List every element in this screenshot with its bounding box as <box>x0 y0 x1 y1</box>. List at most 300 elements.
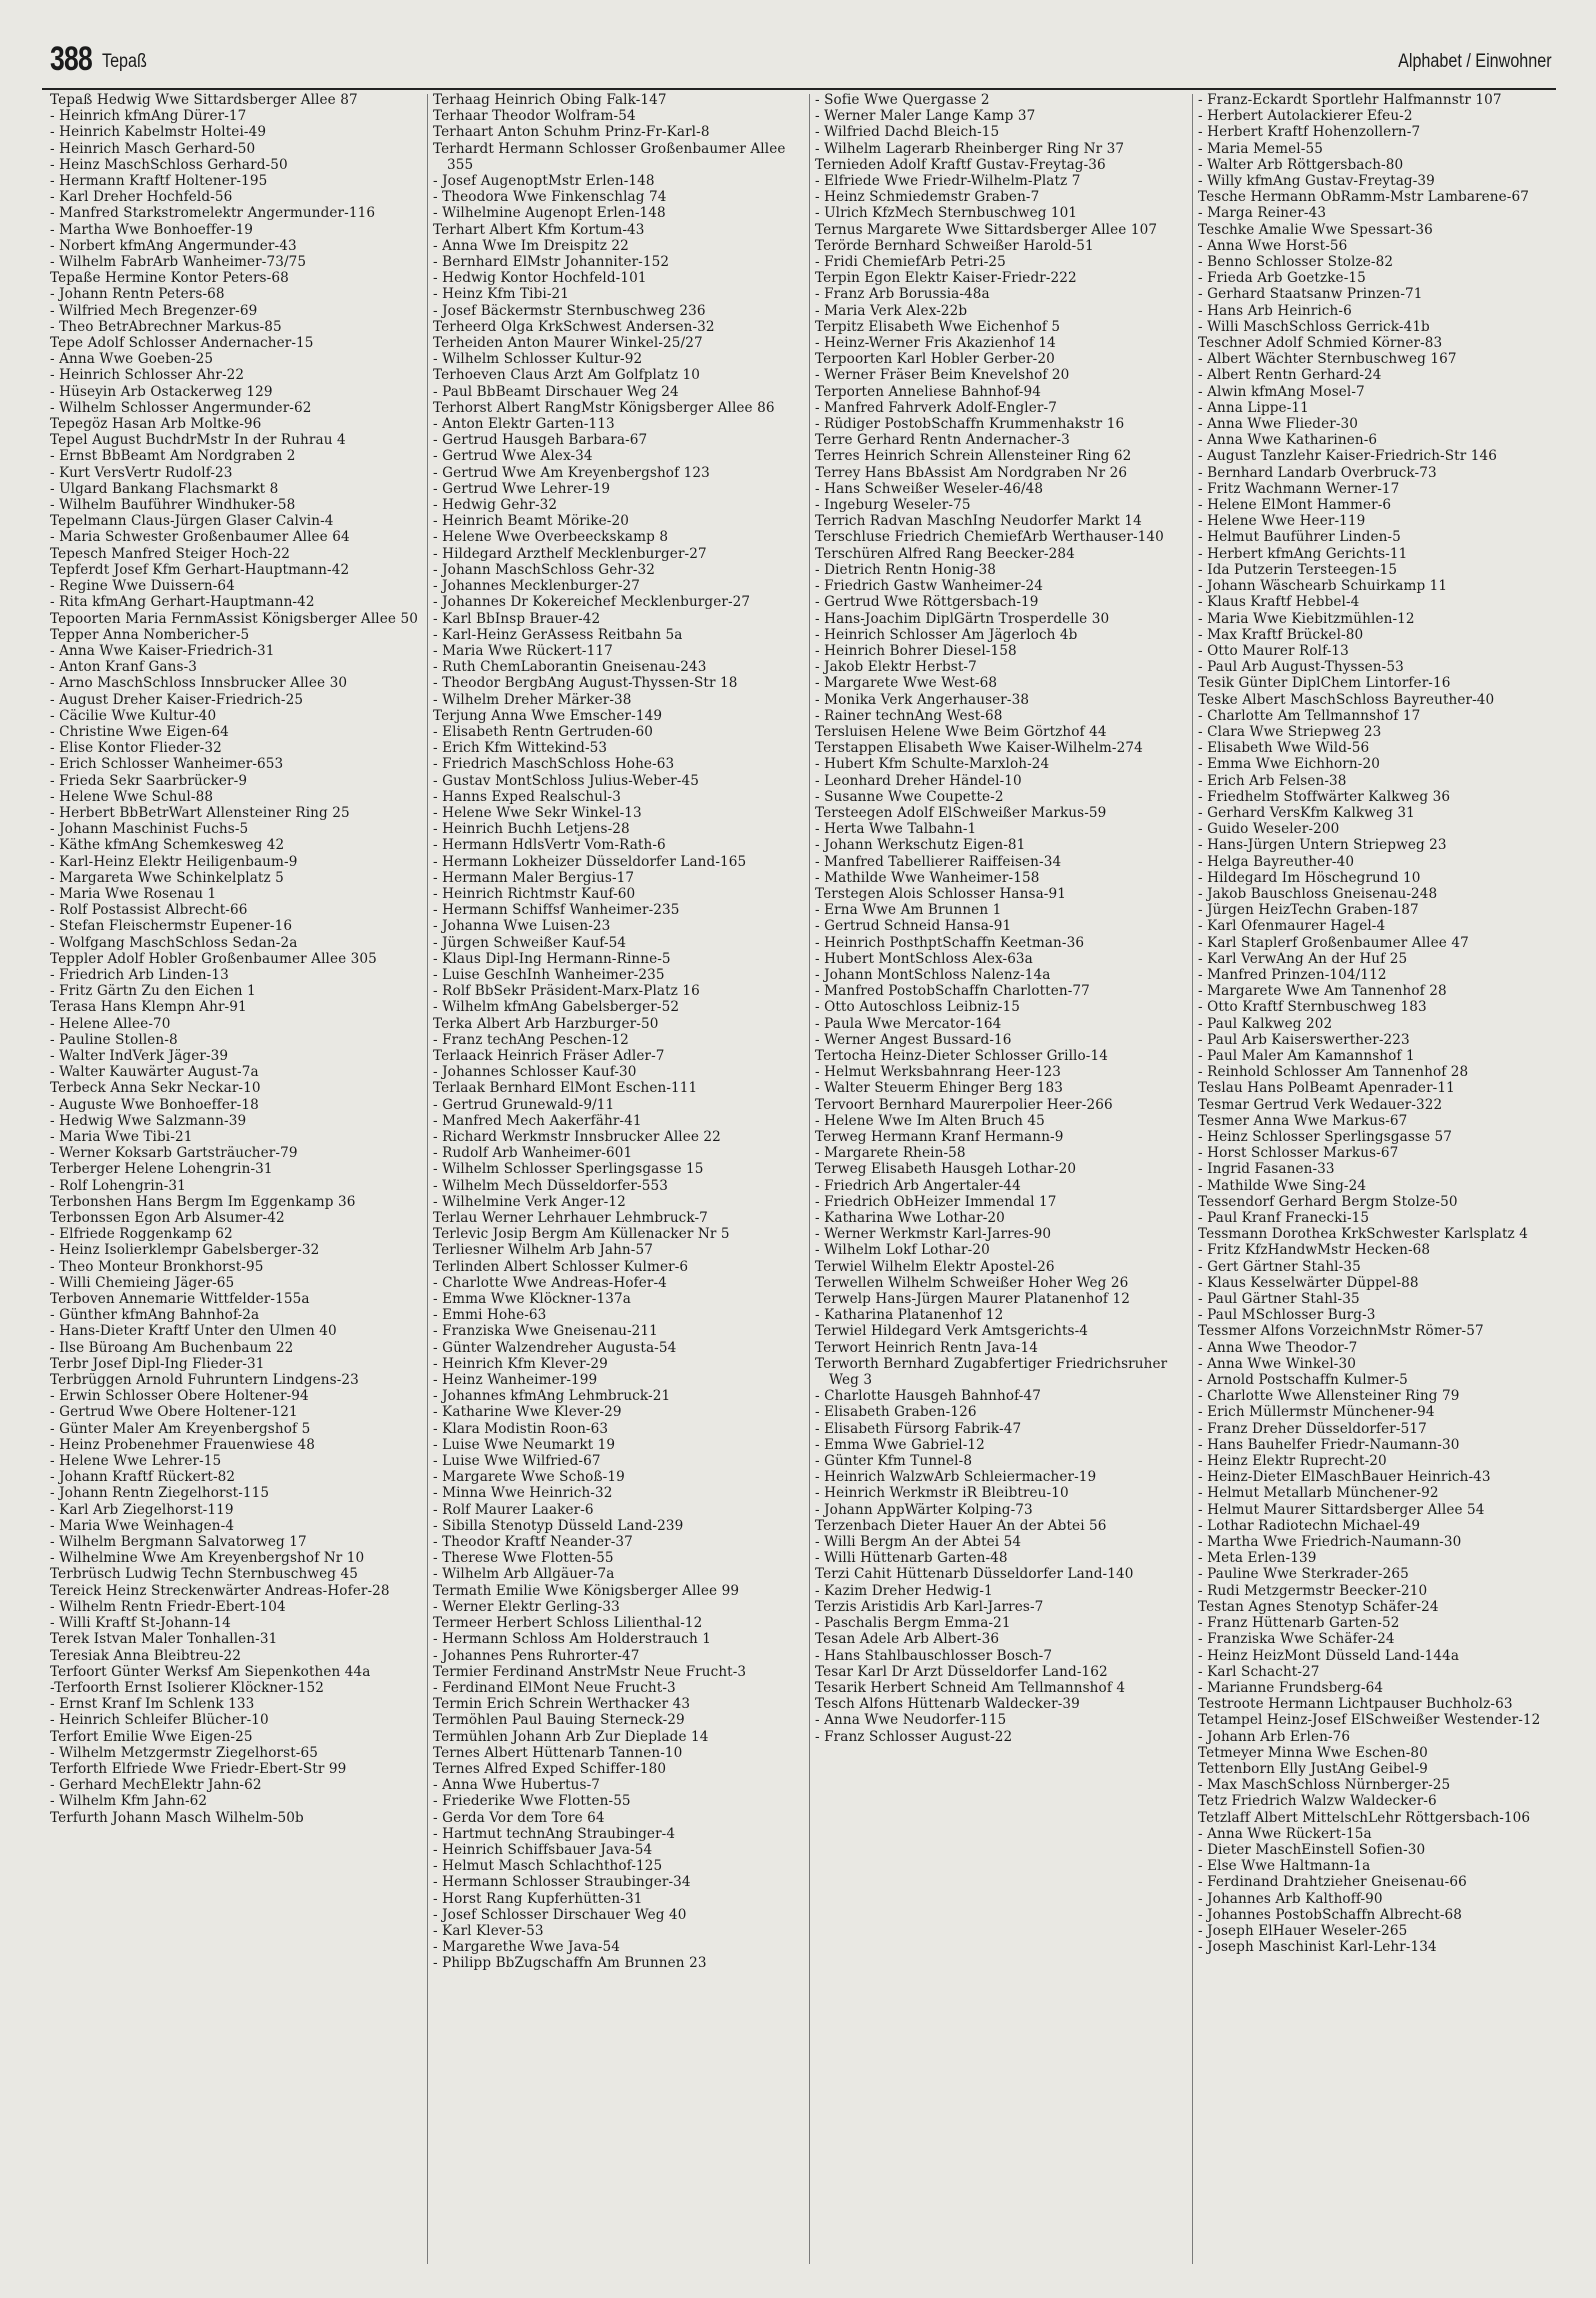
directory-entry: - Hermann Lokheizer Düsseldorfer Land-165 <box>433 853 747 870</box>
directory-entry: - Franz Schlosser August-22 <box>815 1728 1013 1745</box>
directory-entry: Terforth Elfriede Wwe Friedr-Ebert-Str 99 <box>50 1760 347 1777</box>
directory-entry: - Frieda Arb Goetzke-15 <box>1198 270 1366 287</box>
directory-entry: - Sibilla Stenotyp Düsseld Land-239 <box>433 1517 684 1534</box>
directory-entry: - Herbert kfmAng Gerichts-11 <box>1198 545 1408 562</box>
directory-entry: - Rita kfmAng Gerhart-Hauptmann-42 <box>50 594 315 611</box>
directory-entry: - August Tanzlehr Kaiser-Friedrich-Str 146 <box>1198 448 1497 465</box>
directory-entry: - Johannes PostobSchaffn Albrecht-68 <box>1198 1906 1463 1923</box>
directory-entry: Terschüren Alfred Rang Beecker-284 <box>815 545 1075 562</box>
directory-entry: - Maria Wwe Tibi-21 <box>50 1129 193 1145</box>
directory-entry: Teschke Amalie Wwe Spessart-36 <box>1198 221 1433 238</box>
directory-entry: Terstegen Alois Schlosser Hansa-91 <box>815 885 1066 902</box>
directory-entry: Ternes Albert Hüttenarb Tannen-10 <box>433 1744 683 1761</box>
directory-entry: - Günter Maler Am Kreyenbergshof 5 <box>50 1420 311 1437</box>
directory-entry: Terpitz Elisabeth Wwe Eichenhof 5 <box>815 318 1061 335</box>
directory-entry: - Gustav MontSchloss Julius-Weber-45 <box>433 772 700 789</box>
directory-entry: - Max MaschSchloss Nürnberger-25 <box>1198 1777 1451 1794</box>
directory-entry: - Manfred Starkstromelektr Angermunder-116 <box>50 205 376 222</box>
directory-entry: - Christine Wwe Eigen-64 <box>50 723 229 740</box>
directory-entry: - Willi Hüttenarb Garten-48 <box>815 1550 1008 1567</box>
directory-entry: - Martha Wwe Bonhoeffer-19 <box>50 221 254 238</box>
directory-entry: - Wilhelm Metzgermstr Ziegelhorst-65 <box>50 1744 318 1761</box>
directory-entry: - Albert Rentn Gerhard-24 <box>1198 367 1382 384</box>
directory-entry: Terhaar Theodor Wolfram-54 <box>433 108 636 125</box>
directory-entry: - Heinrich PosthptSchaffn Keetman-36 <box>815 934 1085 951</box>
directory-entry: Tesarik Herbert Schneid Am Tellmannshof 4 <box>815 1679 1126 1696</box>
directory-entry: - Hüseyin Arb Ostackerweg 129 <box>50 383 273 400</box>
directory-entry: - Anna Wwe Flieder-30 <box>1198 416 1359 433</box>
directory-entry: - Martha Wwe Friedrich-Naumann-30 <box>1198 1534 1462 1551</box>
directory-entry: - Anna Wwe Neudorfer-115 <box>815 1712 1007 1729</box>
directory-entry: - Friedrich ObHeizer Immendal 17 <box>815 1193 1057 1210</box>
directory-entry: - Wilhelm Lagerarb Rheinberger Ring Nr 37 <box>815 140 1125 157</box>
directory-entry: - Werner Maler Lange Kamp 37 <box>815 108 1036 125</box>
directory-entry: Tersluisen Helene Wwe Beim Görtzhof 44 <box>815 723 1107 740</box>
directory-entry: - Helmut Werksbahnrang Heer-123 <box>815 1064 1061 1081</box>
directory-entry: - Heinz Probenehmer Frauenwiese 48 <box>50 1436 315 1453</box>
directory-entry: - Anna Wwe Winkel-30 <box>1198 1355 1356 1372</box>
directory-entry: - Friedrich Arb Linden-13 <box>50 966 229 983</box>
directory-entry: Tepegöz Hasan Arb Moltke-96 <box>50 416 262 433</box>
directory-entry: - Rudolf Arb Wanheimer-601 <box>433 1145 633 1162</box>
directory-entry: - Frieda Sekr Saarbrücker-9 <box>50 772 248 789</box>
directory-entry: Terbrüsch Ludwig Techn Sternbuschweg 45 <box>50 1566 358 1583</box>
directory-entry: - Franz Hüttenarb Garten-52 <box>1198 1615 1400 1632</box>
directory-entry: Tessendorf Gerhard Bergm Stolze-50 <box>1198 1193 1458 1210</box>
directory-entry: - Maria Schwester Großenbaumer Allee 64 <box>50 529 350 546</box>
directory-entry: - Wilfried Mech Bregenzer-69 <box>50 302 258 319</box>
directory-entry: Terliesner Wilhelm Arb Jahn-57 <box>433 1242 653 1259</box>
directory-entry: - Norbert kfmAng Angermunder-43 <box>50 237 297 254</box>
directory-entry: - Johanna Wwe Luisen-23 <box>433 918 611 935</box>
directory-entry: Terhorst Albert RangMstr Königsberger Allee 86 <box>433 399 775 416</box>
column-2 <box>433 92 803 2272</box>
directory-entry: Terlau Werner Lehrhauer Lehmbruck-7 <box>433 1210 708 1227</box>
directory-entry: - Wilhelmine Augenopt Erlen-148 <box>433 205 666 222</box>
directory-entry: Termühlen Johann Arb Zur Dieplade 14 <box>433 1728 709 1745</box>
directory-entry: - Paul Kalkweg 202 <box>1198 1015 1333 1032</box>
directory-entry: - Arnold Postschaffn Kulmer-5 <box>1198 1372 1408 1389</box>
directory-entry: - Katharina Platanenhof 12 <box>815 1307 1004 1324</box>
directory-entry: - Johannes kfmAng Lehmbruck-21 <box>433 1388 671 1405</box>
directory-entry: - Heinrich Schleifer Blücher-10 <box>50 1712 269 1729</box>
directory-entry: - Gertrud Wwe Lehrer-19 <box>433 480 611 497</box>
directory-entry: - Elisabeth Wwe Wild-56 <box>1198 740 1370 757</box>
directory-entry: - Karl-Heinz Elektr Heiligenbaum-9 <box>50 853 298 870</box>
directory-entry: Tesmer Anna Wwe Markus-67 <box>1198 1112 1408 1129</box>
directory-entry: - Helga Bayreuther-40 <box>1198 853 1355 870</box>
directory-entry: Terjung Anna Wwe Emscher-149 <box>433 707 663 724</box>
directory-entry: - Hermann Maler Bergius-17 <box>433 869 635 886</box>
directory-entry: - Heinz MaschSchloss Gerhard-50 <box>50 156 288 173</box>
directory-entry: - Franziska Wwe Gneisenau-211 <box>433 1323 658 1340</box>
directory-entry: - Anna Lippe-11 <box>1198 399 1309 416</box>
directory-entry: - Heinrich Kfm Klever-29 <box>433 1355 608 1372</box>
directory-entry: - Otto Kraftf Sternbuschweg 183 <box>1198 999 1427 1016</box>
directory-entry: Terörde Bernhard Schweißer Harold-51 <box>815 237 1094 254</box>
directory-entry: - Emma Wwe Eichhorn-20 <box>1198 756 1380 773</box>
directory-entry: - Johannes Dr Kokereichef Mecklenburger-27 <box>433 594 751 611</box>
directory-entry: - Werner Fräser Beim Knevelshof 20 <box>815 367 1070 384</box>
directory-entry: - Charlotte Wwe Allensteiner Ring 79 <box>1198 1388 1460 1405</box>
directory-entry: - Heinrich WalzwArb Schleiermacher-19 <box>815 1469 1097 1486</box>
directory-entry: - Luise Wwe Neumarkt 19 <box>433 1436 616 1453</box>
directory-entry: - Günther kfmAng Bahnhof-2a <box>50 1307 260 1324</box>
directory-entry: - Rudi Metzgermstr Beecker-210 <box>1198 1582 1428 1599</box>
directory-entry: - Anna Wwe Theodor-7 <box>1198 1339 1358 1356</box>
directory-entry: - Friedrich Arb Angertaler-44 <box>815 1177 1021 1194</box>
directory-entry: - Minna Wwe Heinrich-32 <box>433 1485 613 1502</box>
directory-entry: - Gerhard Staatsanw Prinzen-71 <box>1198 286 1423 303</box>
directory-entry: - Wilhelmine Verk Anger-12 <box>433 1193 626 1210</box>
directory-entry: - Ingrid Fasanen-33 <box>1198 1161 1335 1178</box>
directory-entry: - Gertrud Wwe Am Kreyenbergshof 123 <box>433 464 710 481</box>
directory-entry: - Albert Wächter Sternbuschweg 167 <box>1198 351 1457 368</box>
directory-entry: Tettenborn Elly JustAng Geibel-9 <box>1198 1760 1428 1777</box>
directory-entry: Termöhlen Paul Bauing Sterneck-29 <box>433 1712 685 1729</box>
directory-entry: - Guido Weseler-200 <box>1198 821 1340 838</box>
directory-entry: - Hedwig Gehr-32 <box>433 497 558 514</box>
directory-entry: - Hermann Schloss Am Holderstrauch 1 <box>433 1631 712 1648</box>
directory-entry: Terres Heinrich Schrein Allensteiner Ring 62 <box>815 448 1132 465</box>
directory-entry: - Heinz Isolierklempr Gabelsberger-32 <box>50 1242 320 1259</box>
directory-entry: - Hermann Kraftf Holtener-195 <box>50 173 268 190</box>
column-rule <box>427 94 428 2264</box>
directory-entry: - Werner Werkmstr Karl-Jarres-90 <box>815 1226 1052 1243</box>
directory-entry: - Manfred Tabellierer Raiffeisen-34 <box>815 853 1062 870</box>
directory-entry: - Karl Staplerf Großenbaumer Allee 47 <box>1198 934 1469 951</box>
directory-entry: Terboven Annemarie Wittfelder-155a <box>50 1291 310 1308</box>
directory-entry: - Helene Wwe Im Alten Bruch 45 <box>815 1112 1045 1129</box>
directory-entry: - Werner Angest Bussard-16 <box>815 1031 1012 1048</box>
directory-entry: - Margarethe Wwe Java-54 <box>433 1939 620 1956</box>
directory-entry: - Heinrich Schiffsbauer Java-54 <box>433 1841 653 1858</box>
directory-entry: - Cäcilie Wwe Kultur-40 <box>50 707 217 724</box>
directory-entry: - Karl Klever-53 <box>433 1922 544 1939</box>
directory-entry: Tessmer Alfons VorzeichnMstr Römer-57 <box>1198 1323 1484 1340</box>
directory-entry: - Herbert BbBetrWart Allensteiner Ring 25 <box>50 804 350 821</box>
directory-entry: - Johannes Mecklenburger-27 <box>433 578 641 595</box>
directory-entry: - Erwin Schlosser Obere Holtener-94 <box>50 1388 309 1405</box>
directory-entry: - Theo BetrAbrechner Markus-85 <box>50 318 282 335</box>
directory-entry: - Erna Wwe Am Brunnen 1 <box>815 902 1002 919</box>
directory-entry: - Luise GeschInh Wanheimer-235 <box>433 966 665 983</box>
directory-entry: - Otto Maurer Rolf-13 <box>1198 642 1349 659</box>
directory-entry: Terbrüggen Arnold Fuhruntern Lindgens-23 <box>50 1372 359 1389</box>
directory-entry: - Willi MaschSchloss Gerrick-41b <box>1198 318 1430 335</box>
directory-entry: - Marianne Frundsberg-64 <box>1198 1679 1384 1696</box>
running-head-right: Alphabet / Einwohner <box>1398 51 1552 72</box>
directory-entry: - Kazim Dreher Hedwig-1 <box>815 1582 993 1599</box>
directory-entry: Terwort Heinrich Rentn Java-14 <box>815 1339 1038 1356</box>
directory-entry: Terasa Hans Klempn Ahr-91 <box>50 999 247 1016</box>
directory-entry: - Jürgen Schweißer Kauf-54 <box>433 934 627 951</box>
directory-entry: Terschluse Friedrich ChemiefArb Werthauser-140 <box>815 529 1164 546</box>
directory-entry: - Karl Schacht-27 <box>1198 1663 1320 1680</box>
directory-entry: - Bernhard Landarb Overbruck-73 <box>1198 464 1437 481</box>
column-3 <box>815 92 1185 2272</box>
directory-entry: - Erich Arb Felsen-38 <box>1198 772 1347 789</box>
directory-entry: Terwellen Wilhelm Schweißer Hoher Weg 26 <box>815 1274 1129 1291</box>
directory-entry: - Heinz Schmiedemstr Graben-7 <box>815 189 1040 206</box>
directory-entry: - Katharina Wwe Lothar-20 <box>815 1210 1005 1227</box>
directory-entry: Tepelmann Claus-Jürgen Glaser Calvin-4 <box>50 513 334 530</box>
directory-entry: - Maria Wwe Rosenau 1 <box>50 885 217 902</box>
directory-entry: Tetmeyer Minna Wwe Eschen-80 <box>1198 1744 1428 1761</box>
directory-entry: Tetz Friedrich Walzw Waldecker-6 <box>1198 1793 1437 1810</box>
directory-entry: Terbonssen Egon Arb Alsumer-42 <box>50 1210 285 1227</box>
directory-entry: - Gertrud Grunewald-9/11 <box>433 1096 615 1113</box>
directory-entry: - Benno Schlosser Stolze-82 <box>1198 254 1394 271</box>
directory-entry: - Erich Schlosser Wanheimer-653 <box>50 756 284 773</box>
directory-entry: - Walter Kauwärter August-7a <box>50 1064 259 1081</box>
directory-entry: - Anna Wwe Rückert-15a <box>1198 1825 1372 1842</box>
directory-entry: Tesan Adele Arb Albert-36 <box>815 1631 1000 1648</box>
directory-entry: - Gertrud Wwe Röttgersbach-19 <box>815 594 1039 611</box>
directory-entry: Tepaß Hedwig Wwe Sittardsberger Allee 87 <box>50 92 358 108</box>
directory-entry: - Pauline Stollen-8 <box>50 1031 178 1048</box>
directory-entry: - Alwin kfmAng Mosel-7 <box>1198 383 1365 400</box>
directory-entry: Ternes Alfred Exped Schiffer-180 <box>433 1760 667 1777</box>
directory-entry: - Theodor Kraftf Neander-37 <box>433 1534 633 1551</box>
directory-entry: - Paul Kranf Franecki-15 <box>1198 1210 1370 1227</box>
directory-entry: - Anna Wwe Im Dreispitz 22 <box>433 237 629 254</box>
directory-entry: - Anton Kranf Gans-3 <box>50 659 198 676</box>
directory-entry: - Hermann Schlosser Straubinger-34 <box>433 1874 691 1891</box>
directory-entry: - Johannes Arb Kalthoff-90 <box>1198 1890 1383 1907</box>
directory-entry: - Gertrud Hausgeh Barbara-67 <box>433 432 648 449</box>
directory-entry: -Terfoorth Ernst Isolierer Klöckner-152 <box>50 1679 324 1696</box>
directory-entry: Terek Istvan Maler Tonhallen-31 <box>50 1631 278 1648</box>
directory-entry: - Horst Schlosser Markus-67 <box>1198 1145 1399 1162</box>
directory-entry: - Wilhelm Bergmann Salvatorweg 17 <box>50 1534 307 1551</box>
directory-entry: - Heinrich Bohrer Diesel-158 <box>815 642 1017 659</box>
directory-entry: - Joseph Maschinist Karl-Lehr-134 <box>1198 1939 1437 1956</box>
directory-entry: - Herbert Autolackierer Efeu-2 <box>1198 108 1413 125</box>
directory-entry: - Gertrud Wwe Alex-34 <box>433 448 593 465</box>
directory-entry: Terre Gerhard Rentn Andernacher-3 <box>815 432 1070 449</box>
directory-entry: - Maria Verk Alex-22b <box>815 302 968 319</box>
directory-entry: - Josef Bäckermstr Sternbuschweg 236 <box>433 302 706 319</box>
directory-entry: Terlinden Albert Schlosser Kulmer-6 <box>433 1258 689 1275</box>
column-1 <box>50 92 420 2272</box>
directory-entry: Terhart Albert Kfm Kortum-43 <box>433 221 645 238</box>
directory-entry: - Ilse Büroang Am Buchenbaum 22 <box>50 1339 294 1356</box>
directory-entry: - Hans Arb Heinrich-6 <box>1198 302 1352 319</box>
directory-entry: - Johann Werkschutz Eigen-81 <box>815 837 1026 854</box>
directory-entry: - Mathilde Wwe Sing-24 <box>1198 1177 1367 1194</box>
directory-entry: - Charlotte Wwe Andreas-Hofer-4 <box>433 1274 667 1291</box>
directory-entry: - Rolf BbSekr Präsident-Marx-Platz 16 <box>433 983 700 1000</box>
directory-entry: Terfurth Johann Masch Wilhelm-50b <box>50 1809 304 1826</box>
directory-entry: - Herta Wwe Talbahn-1 <box>815 821 977 838</box>
directory-entry: - Helene Wwe Sekr Winkel-13 <box>433 804 642 821</box>
directory-entry: - Ernst BbBeamt Am Nordgraben 2 <box>50 448 296 465</box>
directory-entry: - Charlotte Am Tellmannshof 17 <box>1198 707 1421 724</box>
directory-entry: - Rüdiger PostobSchaffn Krummenhakstr 16 <box>815 416 1125 433</box>
directory-entry: - Dieter MaschEinstell Sofien-30 <box>1198 1841 1426 1858</box>
directory-entry: - Heinrich Schlosser Ahr-22 <box>50 367 245 384</box>
directory-entry: - Else Wwe Haltmann-1a <box>1198 1858 1371 1875</box>
directory-entry: - Joseph ElHauer Weseler-265 <box>1198 1922 1408 1939</box>
directory-entry: - Herbert Kraftf Hohenzollern-7 <box>1198 124 1421 141</box>
directory-entry: - Hermann Schiffsf Wanheimer-235 <box>433 902 680 919</box>
directory-entry: Terheiden Anton Maurer Winkel-25/27 <box>433 335 703 352</box>
column-rule <box>1192 94 1193 2264</box>
directory-entry: - Wilhelm Lokf Lothar-20 <box>815 1242 990 1259</box>
directory-entry: - Johann MontSchloss Nalenz-14a <box>815 966 1051 983</box>
directory-entry: - Günter Kfm Tunnel-8 <box>815 1453 973 1470</box>
directory-entry: - Karl Arb Ziegelhorst-119 <box>50 1501 234 1518</box>
directory-entry: - Margarete Rhein-58 <box>815 1145 966 1162</box>
directory-entry: Tepper Anna Nombericher-5 <box>50 626 250 643</box>
directory-entry: Terlaak Bernhard ElMont Eschen-111 <box>433 1080 698 1097</box>
directory-entry: Terhardt Hermann Schlosser Großenbaumer Allee 355 <box>433 140 786 173</box>
directory-entry: - Hans Stahlbauschlosser Bosch-7 <box>815 1647 1053 1664</box>
directory-entry: - Anton Elektr Garten-113 <box>433 416 615 433</box>
directory-entry: - Heinz-Dieter ElMaschBauer Heinrich-43 <box>1198 1469 1491 1486</box>
directory-entry: - Bernhard ElMstr Johanniter-152 <box>433 254 670 271</box>
directory-entry: - Ulgard Bankang Flachsmarkt 8 <box>50 480 279 497</box>
directory-entry: Terporten Anneliese Bahnhof-94 <box>815 383 1041 400</box>
directory-entry: - Wilhelm Rentn Friedr-Ebert-104 <box>50 1598 286 1615</box>
directory-entry: Termier Ferdinand AnstrMstr Neue Frucht-3 <box>433 1663 747 1680</box>
directory-entry: - Stefan Fleischermstr Eupener-16 <box>50 918 293 935</box>
directory-entry: Tersteegen Adolf ElSchweißer Markus-59 <box>815 804 1107 821</box>
directory-entry: - Wilhelm Bauführer Windhuker-58 <box>50 497 296 514</box>
directory-entry: - Manfred PostobSchaffn Charlotten-77 <box>815 983 1090 1000</box>
directory-entry: - Mathilde Wwe Wanheimer-158 <box>815 869 1040 886</box>
directory-entry: Terwiel Hildegard Verk Amtsgerichts-4 <box>815 1323 1089 1340</box>
directory-entry: - Friederike Wwe Flotten-55 <box>433 1793 631 1810</box>
directory-entry: Terpin Egon Elektr Kaiser-Friedr-222 <box>815 270 1077 287</box>
directory-entry: - Reinhold Schlosser Am Tannenhof 28 <box>1198 1064 1469 1081</box>
directory-entry: - Anna Wwe Hubertus-7 <box>433 1777 601 1794</box>
directory-entry: - Paul Gärtner Stahl-35 <box>1198 1291 1360 1308</box>
directory-entry: - Klaus Kraftf Hebbel-4 <box>1198 594 1360 611</box>
directory-entry: - Anna Wwe Horst-56 <box>1198 237 1348 254</box>
directory-entry: - Heinrich Buchh Letjens-28 <box>433 821 630 838</box>
directory-entry: - Wilhelm Dreher Märker-38 <box>433 691 632 708</box>
directory-entry: - Dietrich Rentn Honig-38 <box>815 561 997 578</box>
directory-entry: - Johann Maschinist Fuchs-5 <box>50 821 249 838</box>
directory-entry: Terheerd Olga KrkSchwest Andersen-32 <box>433 318 715 335</box>
directory-entry: - Helene Wwe Schul-88 <box>50 788 214 805</box>
directory-entry: Termeer Herbert Schloss Lilienthal-12 <box>433 1615 703 1632</box>
directory-entry: - Max Kraftf Brückel-80 <box>1198 626 1364 643</box>
directory-entry: Tetzlaff Albert MittelschLehr Röttgersbach-106 <box>1198 1809 1531 1826</box>
directory-entry: - Wilhelm FabrArb Wanheimer-73/75 <box>50 254 307 271</box>
directory-entry: - Manfred Fahrverk Adolf-Engler-7 <box>815 399 1057 416</box>
directory-entry: - Josef Schlosser Dirschauer Weg 40 <box>433 1906 687 1923</box>
directory-entry: - Kurt VersVertr Rudolf-23 <box>50 464 233 481</box>
directory-entry: - Hans-Dieter Kraftf Unter den Ulmen 40 <box>50 1323 337 1340</box>
directory-entry: - Werner Elektr Gerling-33 <box>433 1598 620 1615</box>
directory-entry: - Karl Dreher Hochfeld-56 <box>50 189 233 206</box>
directory-entry: Tepe Adolf Schlosser Andernacher-15 <box>50 335 314 352</box>
directory-entry: - Paul Maler Am Kamannshof 1 <box>1198 1047 1415 1064</box>
directory-entry: Terweg Elisabeth Hausgeh Lothar-20 <box>815 1161 1077 1178</box>
directory-entry: - Heinrich Schlosser Am Jägerloch 4b <box>815 626 1078 643</box>
directory-entry: - Auguste Wwe Bonhoeffer-18 <box>50 1096 259 1113</box>
directory-entry: - Hubert Kfm Schulte-Marxloh-24 <box>815 756 1050 773</box>
directory-entry: - Johannes Pens Ruhrorter-47 <box>433 1647 640 1664</box>
directory-entry: - Klara Modistin Roon-63 <box>433 1420 609 1437</box>
directory-entry: - Philipp BbZugschaffn Am Brunnen 23 <box>433 1955 707 1972</box>
directory-entry: - Arno MaschSchloss Innsbrucker Allee 30 <box>50 675 348 692</box>
directory-entry: Tesche Hermann ObRamm-Mstr Lambarene-67 <box>1198 189 1529 206</box>
directory-entry: - Hans Bauhelfer Friedr-Naumann-30 <box>1198 1436 1460 1453</box>
directory-entry: - Heinz HeizMont Düsseld Land-144a <box>1198 1647 1460 1664</box>
directory-entry: - Johann MaschSchloss Gehr-32 <box>433 561 656 578</box>
directory-entry: - Günter Walzendreher Augusta-54 <box>433 1339 677 1356</box>
directory-entry: - Rainer technAng West-68 <box>815 707 1003 724</box>
directory-entry: - Rolf Maurer Laaker-6 <box>433 1501 594 1518</box>
directory-entry: - Hermann HdlsVertr Vom-Rath-6 <box>433 837 666 854</box>
directory-entry: - Helene Wwe Overbeeckskamp 8 <box>433 529 669 546</box>
directory-entry: - Hedwig Kontor Hochfeld-101 <box>433 270 647 287</box>
directory-entry: Teslau Hans PolBeamt Apenrader-11 <box>1198 1080 1455 1097</box>
directory-entry: - Richard Werkmstr Innsbrucker Allee 22 <box>433 1129 721 1145</box>
directory-entry: - Anna Wwe Katharinen-6 <box>1198 432 1378 449</box>
directory-entry: Tertocha Heinz-Dieter Schlosser Grillo-14 <box>815 1047 1108 1064</box>
directory-entry: - Paul MSchlosser Burg-3 <box>1198 1307 1376 1324</box>
page-number: 388 <box>50 40 92 78</box>
directory-entry: - Ferdinand ElMont Neue Frucht-3 <box>433 1679 676 1696</box>
directory-entry: - Klaus Dipl-Ing Hermann-Rinne-5 <box>433 950 671 967</box>
directory-entry: - Hedwig Wwe Salzmann-39 <box>50 1112 247 1129</box>
directory-entry: - Clara Wwe Striepweg 23 <box>1198 723 1382 740</box>
directory-entry: - Franz-Eckardt Sportlehr Halfmannstr 107 <box>1198 92 1502 108</box>
directory-entry: - Hans Schweißer Weseler-46/48 <box>815 480 1044 497</box>
directory-entry: - Wilhelm Schlosser Angermunder-62 <box>50 399 312 416</box>
directory-entry: Tereick Heinz Streckenwärter Andreas-Hofer-28 <box>50 1582 390 1599</box>
column-4 <box>1198 92 1568 2272</box>
directory-entry: - Hartmut technAng Straubinger-4 <box>433 1825 676 1842</box>
directory-entry: - Meta Erlen-139 <box>1198 1550 1317 1567</box>
directory-entry: - Elfriede Wwe Friedr-Wilhelm-Platz 7 <box>815 173 1081 190</box>
directory-entry: Testan Agnes Stenotyp Schäfer-24 <box>1198 1598 1439 1615</box>
directory-entry: - Karl-Heinz GerAssess Reitbahn 5a <box>433 626 683 643</box>
directory-entry: Terpoorten Karl Hobler Gerber-20 <box>815 351 1055 368</box>
directory-entry: - Willy kfmAng Gustav-Freytag-39 <box>1198 173 1435 190</box>
directory-entry: Terzenbach Dieter Hauer An der Abtei 56 <box>815 1517 1107 1534</box>
directory-entry: Teresiak Anna Bleibtreu-22 <box>50 1647 242 1664</box>
directory-entry: - Helene Wwe Lehrer-15 <box>50 1453 222 1470</box>
directory-entry: - Erich Kfm Wittekind-53 <box>433 740 608 757</box>
directory-entry: - Helmut Maurer Sittardsberger Allee 54 <box>1198 1501 1485 1518</box>
directory-entry: - Karl BbInsp Brauer-42 <box>433 610 601 627</box>
directory-entry: - Johann Arb Erlen-76 <box>1198 1728 1351 1745</box>
directory-entry: - Maria Memel-55 <box>1198 140 1323 157</box>
directory-entry: - Margareta Wwe Schinkelplatz 5 <box>50 869 284 886</box>
directory-entry: - Wilhelm Mech Düsseldorfer-553 <box>433 1177 668 1194</box>
directory-entry: - Elfriede Roggenkamp 62 <box>50 1226 233 1243</box>
directory-entry: Terberger Helene Lohengrin-31 <box>50 1161 273 1178</box>
running-head-left: Tepaß <box>102 51 147 72</box>
directory-entry: - Emma Wwe Gabriel-12 <box>815 1436 985 1453</box>
directory-entry: - Charlotte Hausgeh Bahnhof-47 <box>815 1388 1041 1405</box>
directory-entry: - Gerda Vor dem Tore 64 <box>433 1809 605 1826</box>
directory-entry: Tesar Karl Dr Arzt Düsseldorfer Land-162 <box>815 1663 1108 1680</box>
directory-entry: Tepaße Hermine Kontor Peters-68 <box>50 270 289 287</box>
directory-entry: - Fritz Wachmann Werner-17 <box>1198 480 1400 497</box>
directory-entry: - Franz Arb Borussia-48a <box>815 286 990 303</box>
directory-entry: - Paul Arb August-Thyssen-53 <box>1198 659 1404 676</box>
directory-entry: - Klaus Kesselwärter Düppel-88 <box>1198 1274 1419 1291</box>
directory-entry: - Elisabeth Rentn Gertruden-60 <box>433 723 653 740</box>
directory-entry: - Friedhelm Stoffwärter Kalkweg 36 <box>1198 788 1451 805</box>
